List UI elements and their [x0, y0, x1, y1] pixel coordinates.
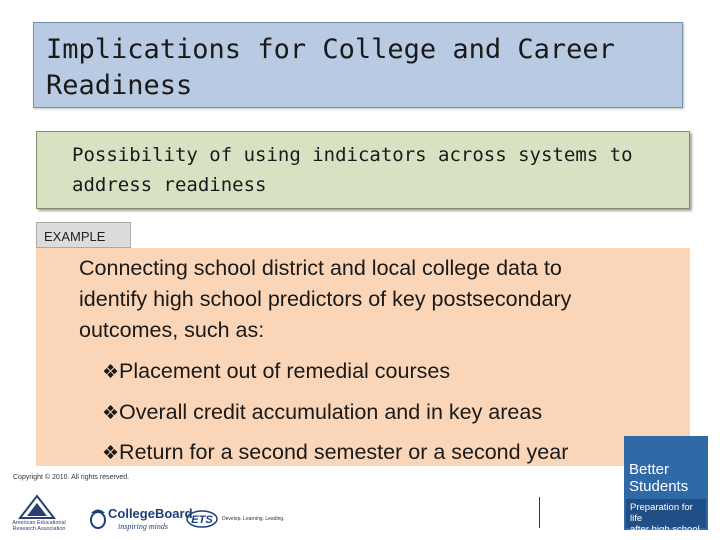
- slide-title: [46, 32, 672, 104]
- ets-logo-icon: [186, 510, 218, 528]
- aera-logo-line: Research Association: [12, 526, 66, 532]
- better-students-logo: [624, 436, 708, 535]
- list-item-text: Placement out of remedial courses: [119, 359, 451, 383]
- promo-footer: [626, 499, 706, 535]
- subtitle-text: [72, 140, 669, 200]
- diamond-bullet-icon: ❖: [102, 362, 120, 383]
- list-item-text: Overall credit accumulation and in key areas: [119, 399, 543, 424]
- example-paragraph-line: outcomes, such as:: [79, 318, 265, 342]
- list-item: [102, 352, 568, 393]
- ets-tagline: Develop. Learning. Leading.: [222, 516, 285, 522]
- list-item: [102, 433, 568, 474]
- diamond-bullet-icon: ❖: [102, 443, 120, 464]
- copyright-notice: Copyright © 2010. All rights reserved.: [13, 474, 130, 481]
- collegeboard-logo: [88, 502, 193, 534]
- aera-logo-text: [8, 520, 70, 532]
- promo-header: [624, 436, 708, 498]
- list-item: [102, 393, 568, 434]
- promo-line: Better: [629, 461, 670, 478]
- slide-title-line: Implications for College and Career: [46, 34, 615, 65]
- subtitle-box: [36, 131, 690, 209]
- partner-logo-bar: [0, 488, 620, 540]
- diamond-bullet-icon: ❖: [102, 402, 120, 424]
- example-paragraph: [79, 253, 675, 346]
- aera-logo: [8, 494, 66, 538]
- example-paragraph-line: identify high school predictors of key postsecondary: [79, 287, 572, 311]
- subtitle-line: address readiness: [72, 174, 267, 196]
- example-paragraph-line: Connecting school district and local college data to: [79, 256, 562, 280]
- example-panel: [36, 248, 690, 466]
- collegeboard-name: CollegeBoard: [108, 506, 193, 521]
- promo-tagline-line: Preparation for life: [630, 502, 693, 524]
- acorn-icon: [88, 504, 108, 530]
- footer-divider: [539, 497, 540, 528]
- slide-title-box: [33, 22, 683, 108]
- promo-line: Students: [629, 478, 689, 495]
- outcome-list: [102, 352, 568, 474]
- list-item-text: Return for a second semester or a second year: [119, 440, 569, 464]
- example-tab-label: EXAMPLE: [36, 222, 131, 248]
- aera-triangle-icon: [8, 494, 66, 520]
- promo-tagline-line: after high school: [630, 524, 700, 535]
- slide-title-line: Readiness: [46, 70, 193, 101]
- subtitle-line: Possibility of using indicators across systems to: [72, 144, 633, 166]
- ets-logo-name: ETS: [191, 514, 213, 526]
- collegeboard-tagline: inspiring minds: [118, 522, 169, 531]
- aera-logo-line: American Educational: [12, 520, 66, 526]
- promo-tagline: [630, 502, 706, 535]
